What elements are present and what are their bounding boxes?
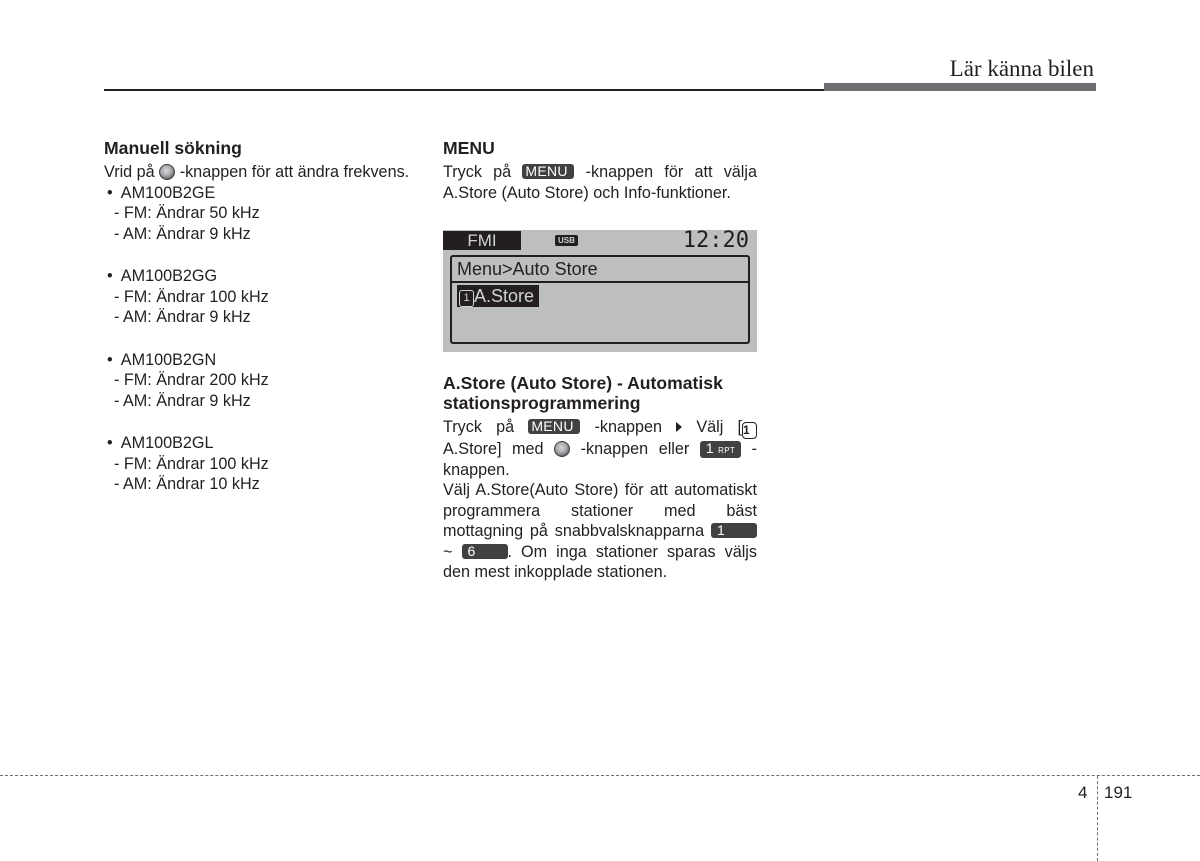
preset-6-key-icon: 6	[462, 544, 508, 559]
am-step: - AM: Ändrar 10 kHz	[114, 475, 260, 493]
page-number: 191	[1104, 783, 1133, 802]
preset-1-rpt-key-icon	[700, 441, 741, 458]
usb-icon: USB	[555, 235, 578, 246]
tilde: ~	[443, 542, 453, 561]
band-indicator: FMI	[443, 231, 521, 250]
model-label: AM100B2GL	[120, 434, 214, 452]
fm-step: - FM: Ändrar 100 kHz	[114, 287, 269, 306]
model-label: AM100B2GG	[120, 267, 218, 285]
item-number-icon: 1	[459, 290, 474, 307]
display-selected-item	[457, 285, 539, 307]
astore-instructions	[443, 417, 757, 480]
model-group	[104, 350, 417, 412]
fm-step: - FM: Ändrar 200 kHz	[114, 371, 269, 389]
display-menu-path: Menu>Auto Store	[457, 259, 598, 279]
menu-key-icon: MENU	[522, 164, 574, 179]
clock-display: 12:20	[682, 230, 749, 253]
display-menu-panel	[450, 255, 750, 344]
p1-text-c: Välj [	[696, 418, 743, 436]
footer-dashed-divider	[1097, 776, 1098, 861]
p1-text-f: -knappen.	[443, 440, 758, 479]
header-rule-thick	[824, 83, 1096, 91]
model-item: • AM100B2GG	[107, 267, 218, 285]
am-step: - AM: Ändrar 9 kHz	[114, 224, 251, 243]
model-label: AM100B2GN	[120, 350, 217, 369]
p1-text-a: Tryck på	[443, 418, 515, 436]
p1-text-b: -knappen	[594, 418, 662, 436]
p2-text: Välj A.Store(Auto Store) för att automatiskt programmera stationer med bäst mottagning på snabbvalsknapparna	[443, 481, 757, 540]
tune-knob-icon	[159, 164, 175, 180]
display-status-bar	[443, 230, 757, 253]
header-title: Lär känna bilen	[949, 56, 1094, 81]
fm-step: - FM: Ändrar 100 kHz	[114, 454, 269, 473]
menu-heading: MENU	[443, 138, 495, 158]
key-sublabel: RPT	[718, 446, 736, 455]
model-item: • AM100B2GE	[107, 183, 216, 202]
am-step: - AM: Ändrar 9 kHz	[114, 308, 251, 326]
astore-section	[443, 373, 757, 583]
tune-knob-icon	[554, 441, 570, 457]
astore-description	[443, 480, 757, 583]
header-rule-thin	[104, 89, 824, 91]
fm-step: - FM: Ändrar 50 kHz	[114, 204, 260, 222]
arrow-right-icon	[676, 422, 682, 432]
p2-text-end: . Om inga stationer sparas väljs den mest inkopplade stationen.	[443, 542, 757, 581]
menu-text	[443, 162, 757, 203]
right-column	[443, 138, 757, 203]
manual-search-intro	[104, 162, 417, 183]
model-label: AM100B2GE	[120, 183, 216, 202]
p1-text-d: A.Store] med	[443, 440, 544, 458]
astore-heading: A.Store (Auto Store) - Automatisk stationsprogrammering	[443, 373, 723, 413]
display-item-label: A.Store	[474, 286, 535, 306]
manual-search-heading: Manuell sökning	[104, 138, 242, 158]
intro-text-a: Vrid på	[104, 163, 155, 181]
left-column	[104, 138, 417, 495]
model-item: • AM100B2GN	[107, 350, 217, 369]
menu-text-a: Tryck på	[443, 163, 512, 181]
key-number: 1	[705, 440, 714, 456]
p1-text-e: -knappen eller	[580, 440, 690, 458]
number-one-icon: 1	[742, 422, 757, 439]
menu-key-icon: MENU	[528, 419, 580, 434]
model-group	[104, 433, 417, 495]
preset-1-key-icon: 1	[711, 523, 757, 538]
am-step: - AM: Ändrar 9 kHz	[114, 391, 251, 410]
display-divider	[452, 281, 748, 283]
intro-text-b: -knappen för att ändra frekvens.	[179, 163, 410, 181]
radio-display	[443, 230, 757, 352]
model-item: • AM100B2GL	[107, 434, 214, 452]
chapter-number: 4	[1078, 783, 1088, 802]
model-group	[104, 183, 417, 245]
footer-dashed-rule	[0, 775, 1200, 776]
menu-text-b: -knappen för att välja A.Store (Auto Store) och Info-funktioner.	[443, 163, 758, 202]
model-group	[104, 266, 417, 328]
